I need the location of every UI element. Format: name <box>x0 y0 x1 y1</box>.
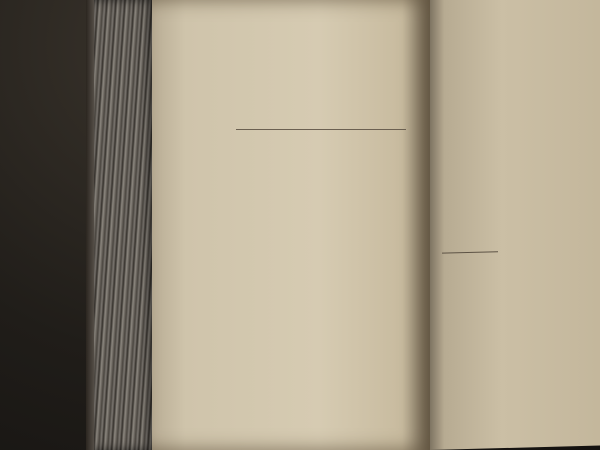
page-edges <box>94 0 156 450</box>
right-page <box>430 0 600 450</box>
left-page <box>152 0 430 450</box>
footnote-rule <box>442 251 498 253</box>
section-rule <box>236 129 406 130</box>
